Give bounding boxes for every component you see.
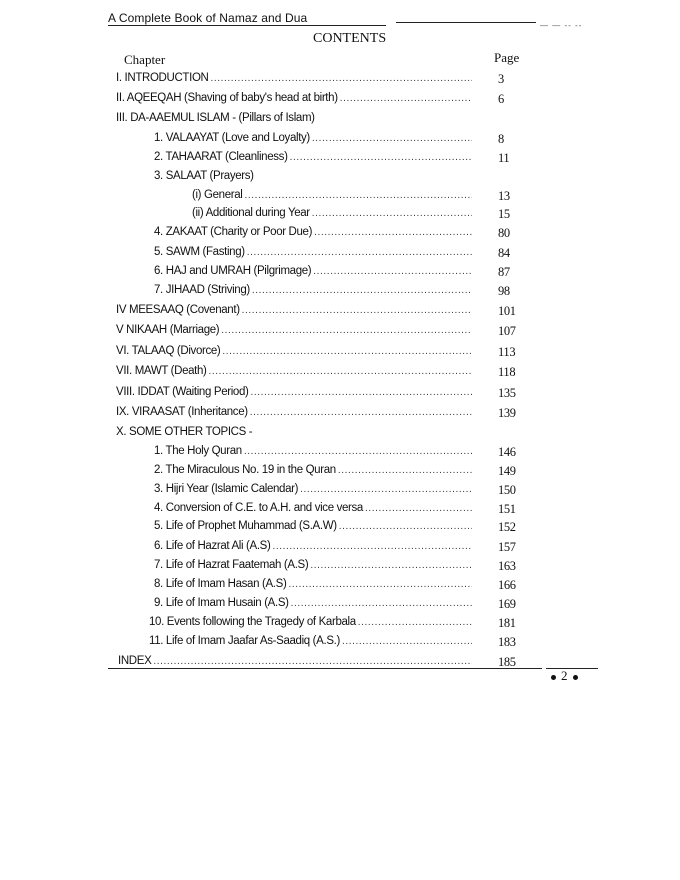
toc-row: 4. ZAKAAT (Charity or Poor Due) ..... 80 [0, 226, 680, 244]
contents-heading: CONTENTS [313, 31, 387, 46]
toc-row: 6. Life of Hazrat Ali (A.S) ..... 157 [0, 540, 680, 558]
header-rule [108, 25, 386, 26]
footer-rule [108, 668, 542, 669]
toc-row: II. AQEEQAH (Shaving of baby's head at birth) ..... 6 [0, 92, 680, 110]
toc-row: 5. SAWM (Fasting) ..... 84 [0, 246, 680, 264]
page-column-label: Page [494, 50, 520, 65]
toc-row: III. DA-AAEMUL ISLAM - (Pillars of Islam) [116, 112, 315, 124]
toc-row: 10. Events following the Tragedy of Karbala ..... 181 [0, 616, 680, 634]
toc-row: 2. The Miraculous No. 19 in the Quran ..... 149 [0, 464, 680, 482]
toc-row: 11. Life of Imam Jaafar As-Saadiq (A.S.) ..... 183 [0, 635, 680, 653]
toc-row: 3. SALAAT (Prayers) [154, 170, 254, 182]
book-title: A Complete Book of Namaz and Dua [108, 11, 308, 25]
toc-row: 3. Hijri Year (Islamic Calendar) ..... 150 [0, 483, 680, 501]
page-number-value: 2 [561, 668, 568, 683]
header-dashes: — — -- -- [540, 21, 583, 30]
toc-row: (ii) Additional during Year ..... 15 [0, 207, 680, 225]
bullet-icon [573, 675, 578, 680]
toc-row: VIII. IDDAT (Waiting Period) ..... 135 [0, 386, 680, 404]
toc-row: (i) General ..... 13 [0, 189, 680, 207]
bullet-icon [551, 675, 556, 680]
toc-row: 6. HAJ and UMRAH (Pilgrimage) ..... 87 [0, 265, 680, 283]
toc-row: 5. Life of Prophet Muhammad (S.A.W) ..... 152 [0, 520, 680, 538]
chapter-column-label: Chapter [124, 52, 166, 67]
toc-row: 7. JIHAAD (Striving) ..... 98 [0, 284, 680, 302]
toc-row: 9. Life of Imam Husain (A.S) ..... 169 [0, 597, 680, 615]
toc-row: VI. TALAAQ (Divorce) ..... 113 [0, 345, 680, 363]
toc-row: IX. VIRAASAT (Inheritance) ..... 139 [0, 406, 680, 424]
toc-row: 1. The Holy Quran ..... 146 [0, 445, 680, 463]
toc-row: 8. Life of Imam Hasan (A.S) ..... 166 [0, 578, 680, 596]
toc-row: 7. Life of Hazrat Faatemah (A.S) ..... 163 [0, 559, 680, 577]
toc-row: 2. TAHAARAT (Cleanliness) ..... 11 [0, 151, 680, 169]
toc-row: INDEX ..... 185 [0, 655, 680, 673]
toc-row: IV MEESAAQ (Covenant) ..... 101 [0, 304, 680, 322]
toc-row: 1. VALAAYAT (Love and Loyalty) ..... 8 [0, 132, 680, 150]
toc-row: I. INTRODUCTION ..... 3 [0, 72, 680, 90]
toc-row: X. SOME OTHER TOPICS - [116, 426, 253, 438]
toc-row: V NIKAAH (Marriage) ..... 107 [0, 324, 680, 342]
header-rule-right [396, 22, 536, 23]
page-number [546, 668, 583, 684]
toc-row: 4. Conversion of C.E. to A.H. and vice versa ..... 151 [0, 502, 680, 520]
toc-row: VII. MAWT (Death) ..... 118 [0, 365, 680, 383]
